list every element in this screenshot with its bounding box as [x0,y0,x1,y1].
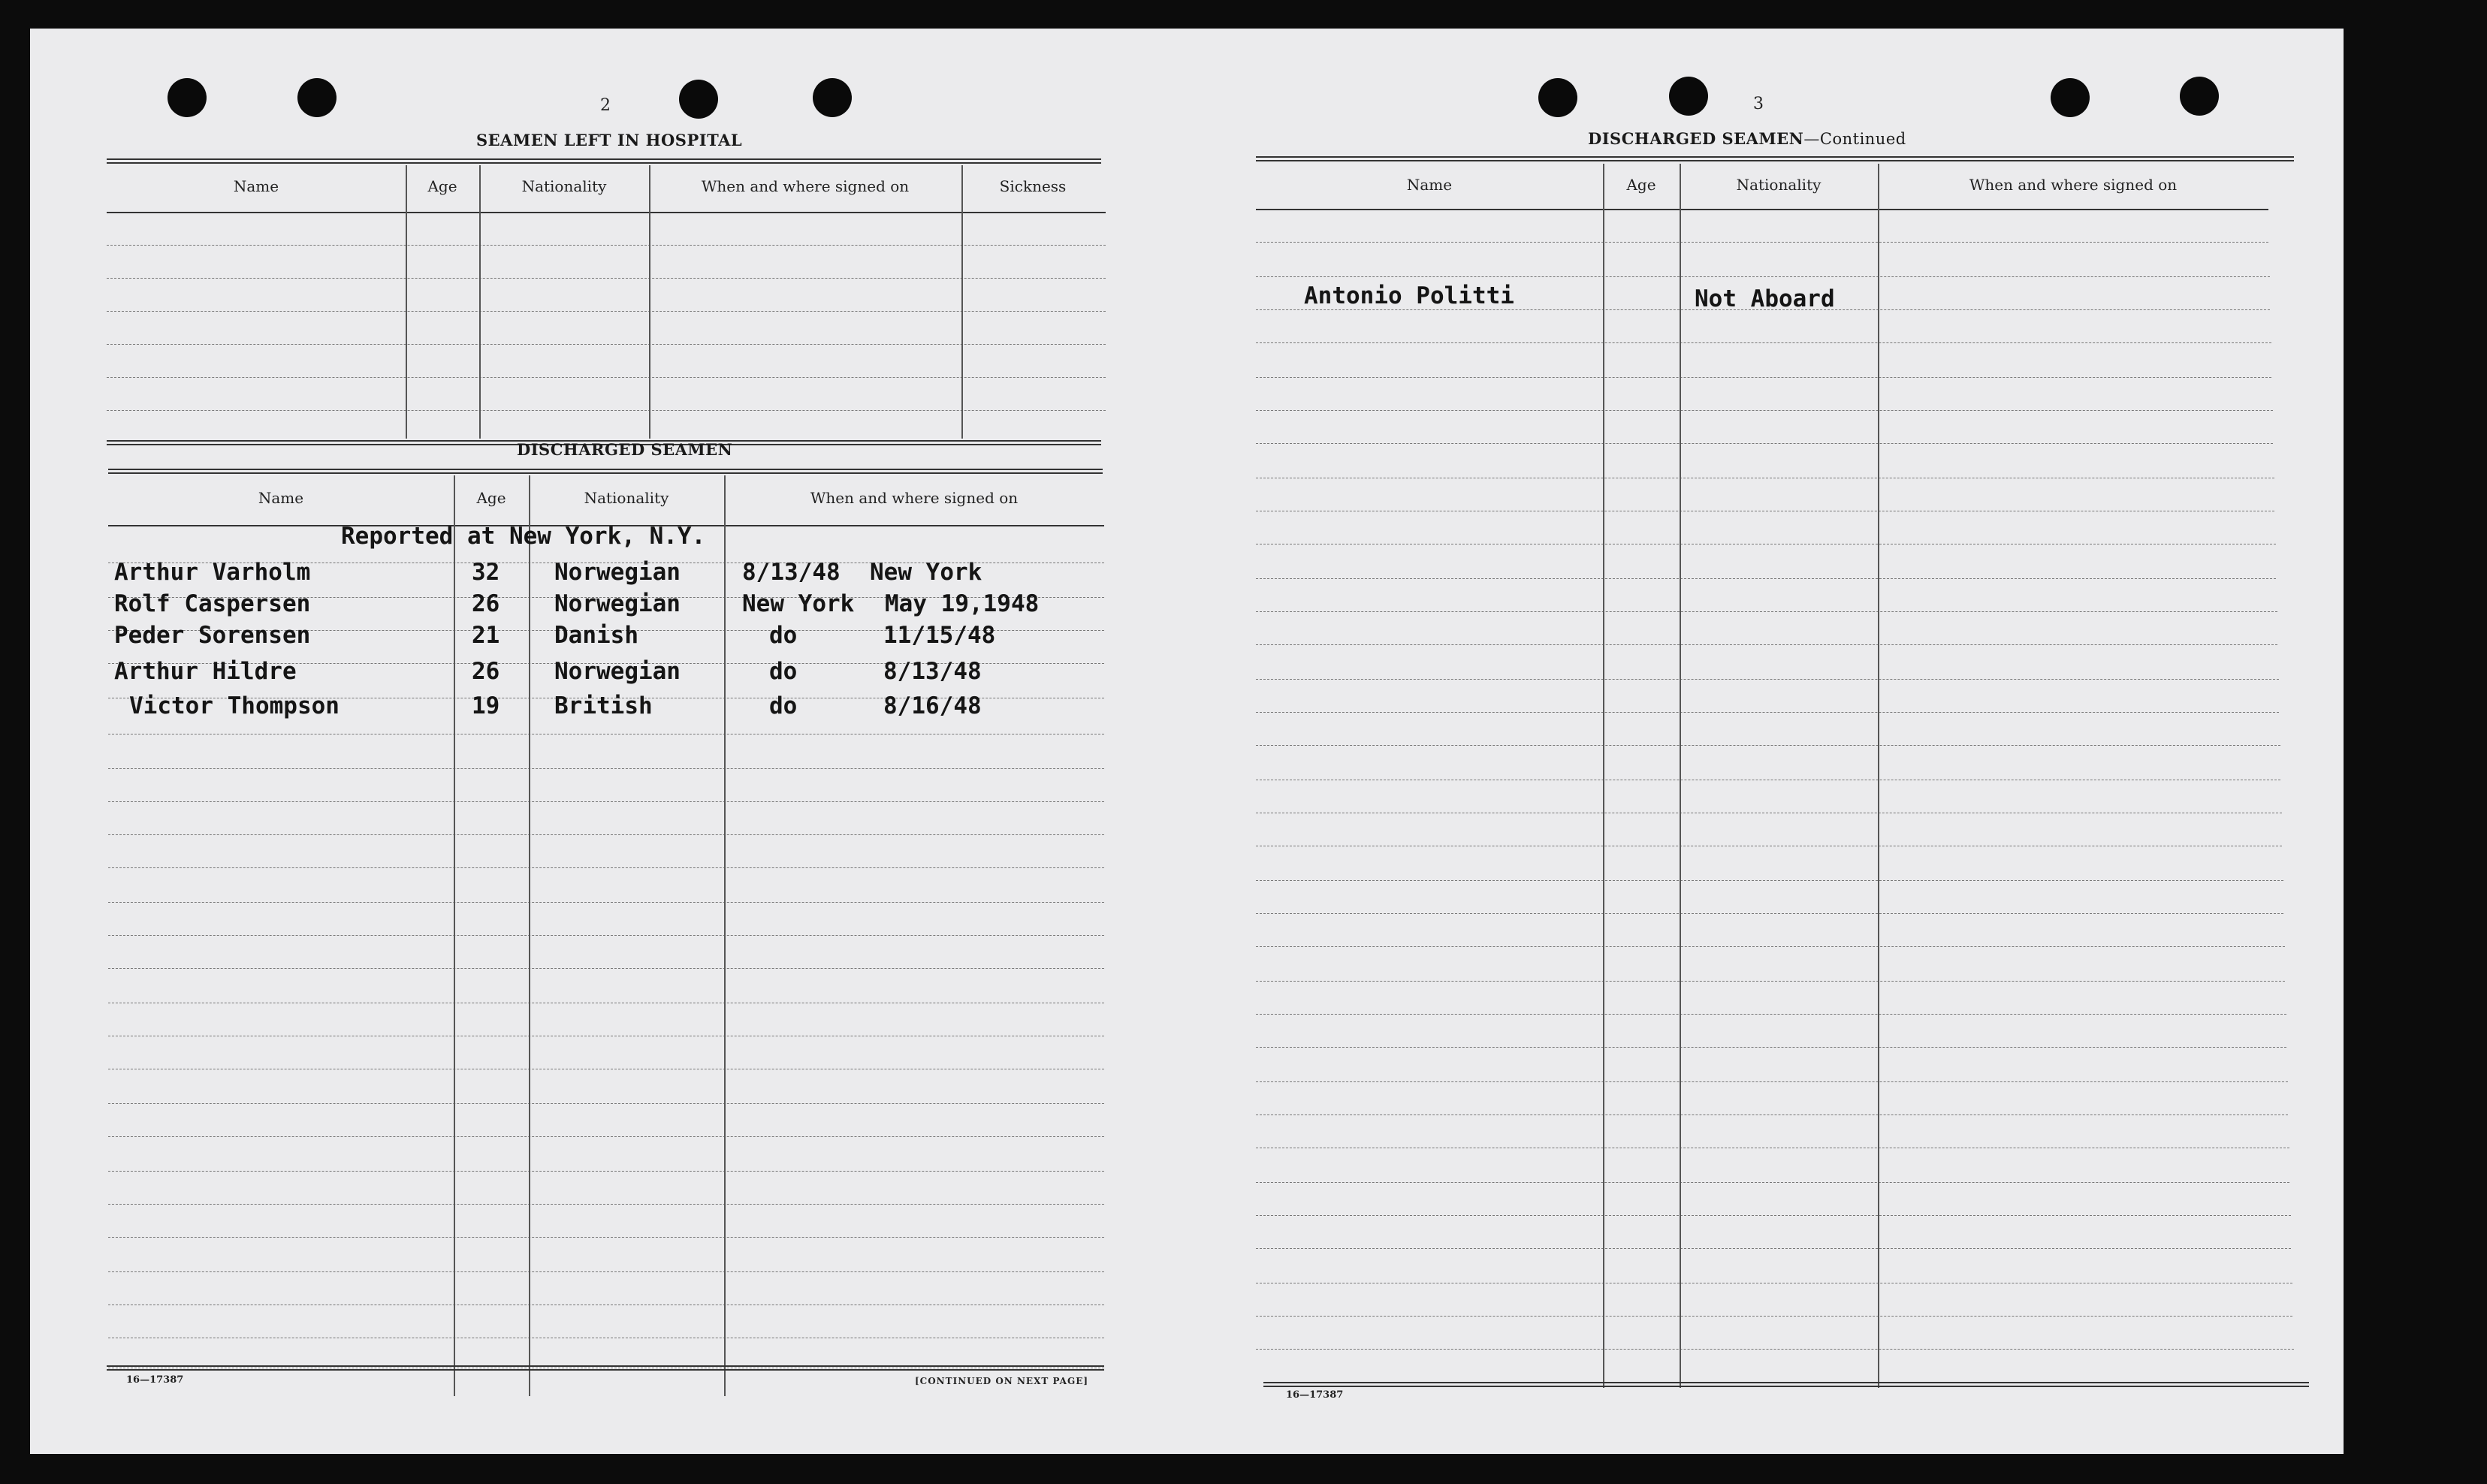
table-row [1256,1349,2294,1350]
page-number: 3 [1753,95,1764,113]
table-row [1256,342,2271,343]
table-row [108,1171,1104,1172]
column-header-age: Age [476,489,506,507]
seaman-name: Antonio Politti [1304,282,1514,309]
punch-hole [1669,77,1708,116]
punch-hole [1538,78,1577,117]
bottom-double-rule [1263,1382,2309,1387]
table-row [1256,946,2285,947]
seaman-name: Victor Thompson [129,692,340,719]
column-divider [649,165,650,439]
punch-hole [168,78,207,117]
table-row [1256,644,2277,645]
header-rule [1256,209,2268,210]
table-row [107,311,1106,312]
title-double-rule [107,158,1101,164]
column-header-signed-on: When and where signed on [810,489,1019,507]
column-header-name: Name [258,489,304,507]
table-row [1256,410,2273,411]
table-row [107,410,1106,411]
form-number: 16—17387 [126,1374,184,1386]
table-row [107,278,1106,279]
table-row [1256,913,2283,914]
table-row [1256,443,2273,444]
signed-on-detail: May 19,1948 [885,590,1040,617]
column-header-age: Age [1626,176,1656,194]
seaman-age: 26 [472,658,500,685]
column-divider [724,475,726,1396]
table-row [1256,276,2270,277]
column-divider [1878,164,1879,1388]
table-row [108,968,1104,969]
discharged-section-title: DISCHARGED SEAMEN [517,440,733,459]
column-divider [454,475,455,1396]
column-header-nationality: Nationality [521,177,607,195]
seaman-nationality: Norwegian [554,590,681,617]
table-row [108,1103,1104,1104]
column-header-signed-on: When and where signed on [701,177,910,195]
seaman-name: Peder Sorensen [114,622,311,649]
table-row [108,801,1104,802]
column-divider [1603,164,1604,1388]
punch-hole [813,78,852,117]
table-row [108,834,1104,835]
bottom-double-rule [107,1365,1104,1371]
discharged-continued-title [1588,129,1906,148]
seaman-name: Rolf Caspersen [114,590,311,617]
signed-on-date-or-place: do [769,658,798,685]
signed-on-detail: 8/13/48 [883,658,982,685]
seaman-age: 32 [472,559,500,586]
table-row [1256,242,2268,243]
title-double-rule [108,469,1103,474]
title-main: DISCHARGED SEAMEN [1588,129,1804,148]
signed-on-detail: 8/16/48 [883,692,982,719]
signed-on-detail: New York [870,559,982,586]
table-row [107,344,1106,345]
table-row [1256,377,2271,378]
table-row [1256,611,2277,612]
table-row [107,377,1106,378]
signed-on-detail: 11/15/48 [883,622,996,649]
signed-on-date-or-place: do [769,622,798,649]
table-row [1256,1014,2286,1015]
punch-hole [679,80,718,119]
table-row [1256,1215,2291,1216]
table-row [108,768,1104,769]
column-header-nationality: Nationality [584,489,669,507]
document-sheet [30,29,2344,1454]
table-row [108,867,1104,868]
table-row [1256,1316,2292,1317]
punch-hole [2051,78,2090,117]
column-divider [406,165,407,439]
seaman-nationality: Norwegian [554,559,681,586]
table-row [1256,880,2283,881]
header-rule [107,212,1106,213]
continued-note: [CONTINUED ON NEXT PAGE] [915,1376,1089,1386]
table-row [108,935,1104,936]
table-row [1256,1248,2291,1249]
signed-on-date-or-place: 8/13/48 [742,559,841,586]
column-divider [1680,164,1681,1388]
title-double-rule [1256,156,2294,161]
column-header-age: Age [427,177,457,195]
seaman-nationality: British [554,692,653,719]
column-divider [961,165,963,439]
column-divider [529,475,530,1396]
punch-hole [2180,77,2219,116]
signed-on-date-or-place: do [769,692,798,719]
signed-on-date-or-place: New York [742,590,855,617]
page-number: 2 [600,96,611,115]
reported-note: Reported at New York, N.Y. [341,523,706,550]
table-row [107,245,1106,246]
table-row [108,1136,1104,1137]
column-header-name: Name [233,177,279,195]
seaman-age: 19 [472,692,500,719]
table-row [1256,679,2279,680]
table-row [108,1204,1104,1205]
table-row [1256,1081,2288,1082]
seaman-name: Arthur Varholm [114,559,311,586]
punch-hole [297,78,337,117]
title-continued: —Continued [1803,130,1906,148]
table-row [108,902,1104,903]
table-row [108,1271,1104,1272]
column-header-nationality: Nationality [1736,176,1821,194]
table-row [1256,1182,2289,1183]
hospital-section-title: SEAMEN LEFT IN HOSPITAL [476,131,743,149]
seaman-age: 26 [472,590,500,617]
hospital-table [107,165,1106,446]
form-number: 16—17387 [1286,1389,1344,1401]
column-header-signed-on: When and where signed on [1969,176,2178,194]
seaman-nationality: Norwegian [554,658,681,685]
table-row [1256,712,2279,713]
seaman-age: 21 [472,622,500,649]
column-header-sickness: Sickness [999,177,1067,195]
seaman-name: Arthur Hildre [114,658,297,685]
seaman-nationality: Danish [554,622,638,649]
table-row [1256,578,2276,579]
table-row [1256,1047,2286,1048]
table-row [1256,981,2285,982]
column-header-name: Name [1406,176,1453,194]
seaman-nationality: Not Aboard [1695,285,1835,312]
table-row [1256,745,2280,746]
column-divider [479,165,481,439]
discharged-continued-table [1256,164,2303,1388]
table-row [108,1237,1104,1238]
